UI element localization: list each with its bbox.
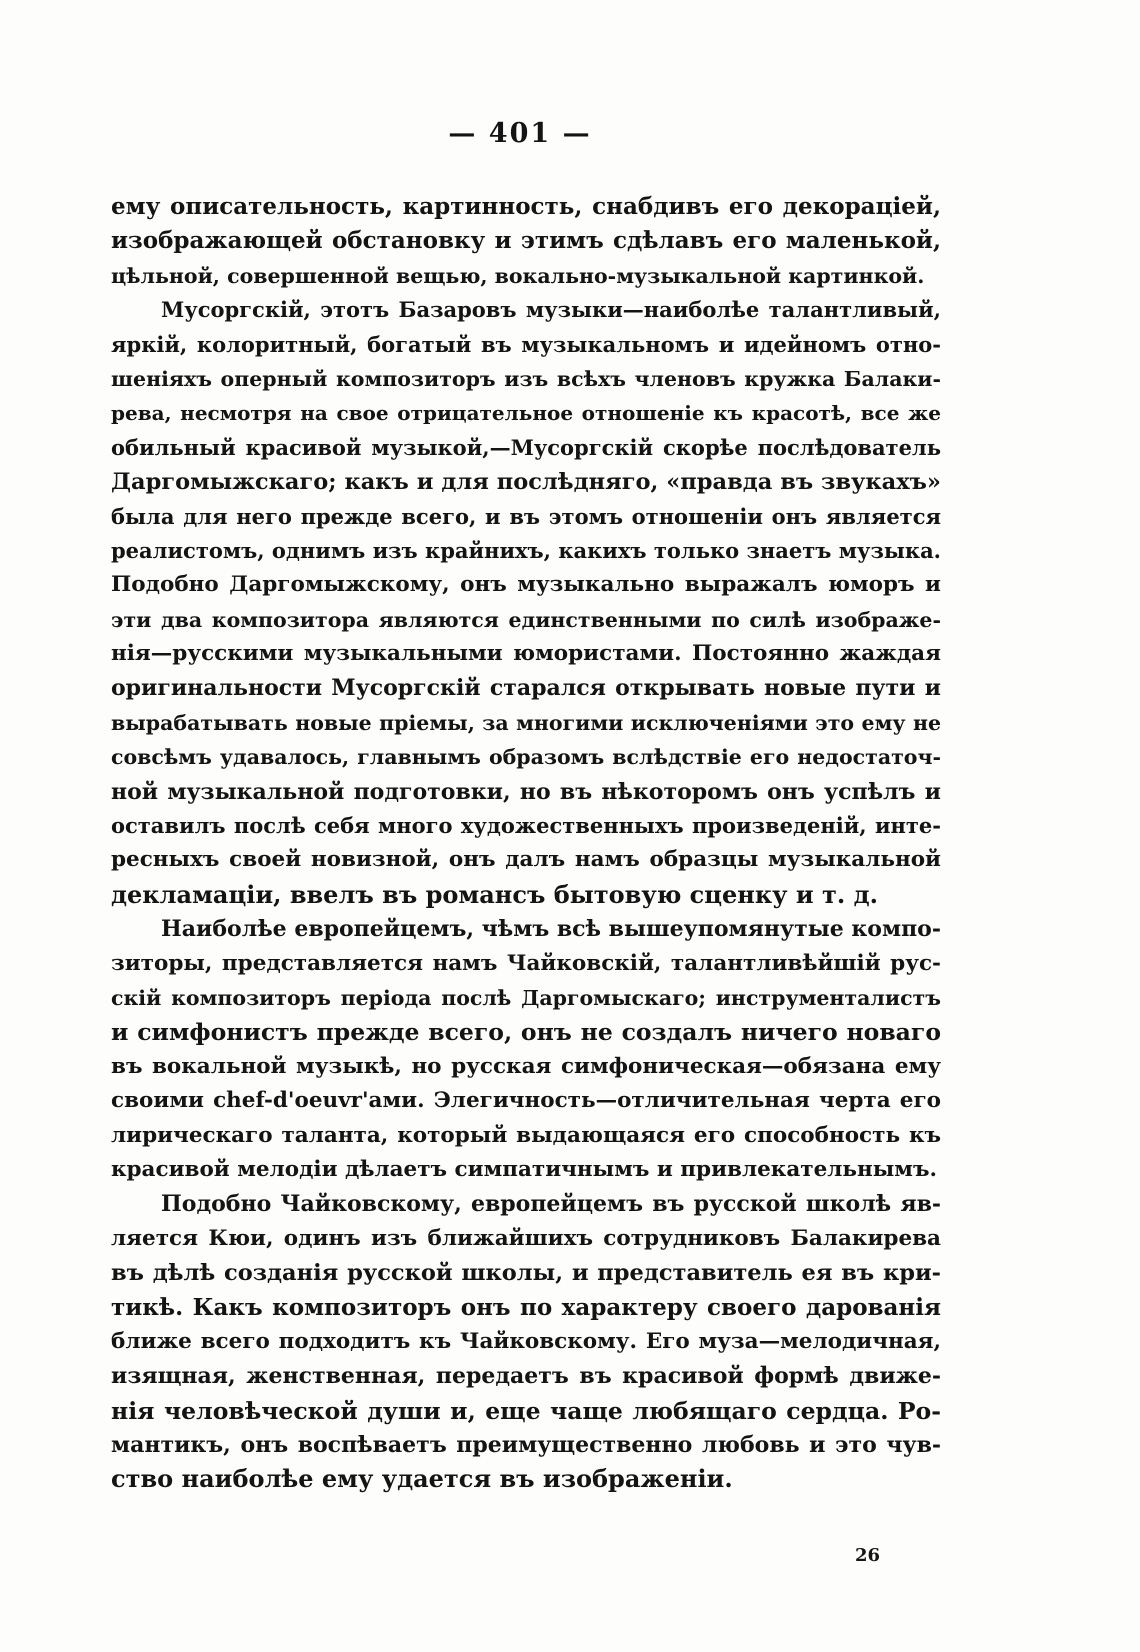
text-line: ной музыкальной подготовки, но въ нѣкоторомъ онъ успѣлъ и [111, 778, 941, 805]
text-line: оригинальности Мусоргскій старался открывать новые пути и [111, 675, 941, 702]
text-line: яркій, колоритный, богатый въ музыкальномъ и идейномъ отно- [111, 331, 941, 357]
text-line: зиторы, представляется намъ Чайковскій, талантливѣйшій рус- [111, 950, 941, 976]
text-line: скій композиторъ періода послѣ Даргомыскаго; инструменталистъ [111, 985, 941, 1010]
text-line: вырабатывать новые пріемы, за многими исключеніями это ему не [111, 710, 941, 735]
text-line: изображающей обстановку и этимъ сдѣлавъ его маленькой, [111, 227, 941, 255]
text-line: цѣльной, совершенной вещью, вокально-музыкальной картинкой. [111, 263, 925, 288]
text-line: декламаціи, ввелъ въ романсъ бытовую сценку и т. д. [111, 879, 878, 909]
body-text [111, 190, 941, 1497]
text-line: нія—русскими музыкальными юмористами. Постоянно жаждая [111, 641, 941, 667]
text-line: Подобно Даргомыжскому, онъ музыкально выражалъ юморъ и [111, 572, 941, 598]
text-line: мантикъ, онъ воспѣваетъ преимущественно любовь и это чув- [111, 1432, 941, 1459]
text-line: ближе всего подходитъ къ Чайковскому. Его муза—мелодичная, [111, 1328, 941, 1354]
text-line: изящная, женственная, передаетъ въ красивой формѣ движе- [111, 1363, 941, 1390]
text-line: эти два композитора являются единственными по силѣ изображе- [111, 607, 941, 632]
paragraph-start-line: Наиболѣе европейцемъ, чѣмъ всѣ вышеупомянутые компо- [161, 916, 941, 943]
text-line: въ дѣлѣ созданія русской школы, и представитель ея въ кри- [111, 1260, 941, 1287]
paragraph-start-line: Подобно Чайковскому, европейцемъ въ русской школѣ яв- [161, 1191, 941, 1218]
text-line: въ вокальной музыкѣ, но русская симфоническая—обязана ему [111, 1053, 941, 1079]
text-line: лирическаго таланта, который выдающаяся его способность къ [111, 1122, 941, 1148]
text-line: шеніяхъ оперный композиторъ изъ всѣхъ членовъ кружка Балаки- [111, 366, 941, 391]
text-line: рева, несмотря на свое отрицательное отношеніе къ красотѣ, все же [111, 401, 941, 426]
text-line: совсѣмъ удавалось, главнымъ образомъ вслѣдствіе его недостаточ- [111, 745, 941, 770]
text-line: ему описательность, картинность, снабдивъ его декораціей, [111, 193, 941, 220]
text-line: Даргомыжскаго; какъ и для послѣдняго, «правда въ звукахъ» [111, 469, 941, 496]
text-line: была для него прежде всего, и въ этомъ отношеніи онъ является [111, 503, 941, 529]
text-line: красивой мелодіи дѣлаетъ симпатичнымъ и привлекательнымъ. [111, 1156, 937, 1182]
text-line: нія человѣческой души и, еще чаще любящаго сердца. Ро- [111, 1396, 941, 1425]
text-line: реалистомъ, однимъ изъ крайнихъ, какихъ только знаетъ музыка. [111, 537, 941, 563]
page-number: — 401 — [448, 118, 592, 149]
text-line: обильный красивой музыкой,—Мусоргскій скорѣе послѣдователь [111, 434, 941, 460]
text-line: оставилъ послѣ себя много художественныхъ произведеній, инте- [111, 813, 941, 839]
text-line: тикѣ. Какъ композиторъ онъ по характеру своего дарованія [111, 1293, 941, 1321]
text-line: ресныхъ своей новизной, онъ далъ намъ образцы музыкальной [111, 847, 941, 873]
paragraph-start-line: Мусоргскій, этотъ Базаровъ музыки—наиболѣе талантливый, [161, 297, 941, 323]
text-line: ляется Кюи, одинъ изъ ближайшихъ сотрудниковъ Балакирева [111, 1225, 941, 1251]
text-line: ство наиболѣе ему удается въ изображеніи. [111, 1464, 733, 1494]
text-line: и симфонистъ прежде всего, онъ не создалъ ничего новаго [111, 1018, 941, 1047]
text-line: своими chef-d'oeuvr'ами. Элегичность—отличительная черта его [111, 1088, 941, 1114]
signature-mark: 26 [855, 1545, 881, 1566]
